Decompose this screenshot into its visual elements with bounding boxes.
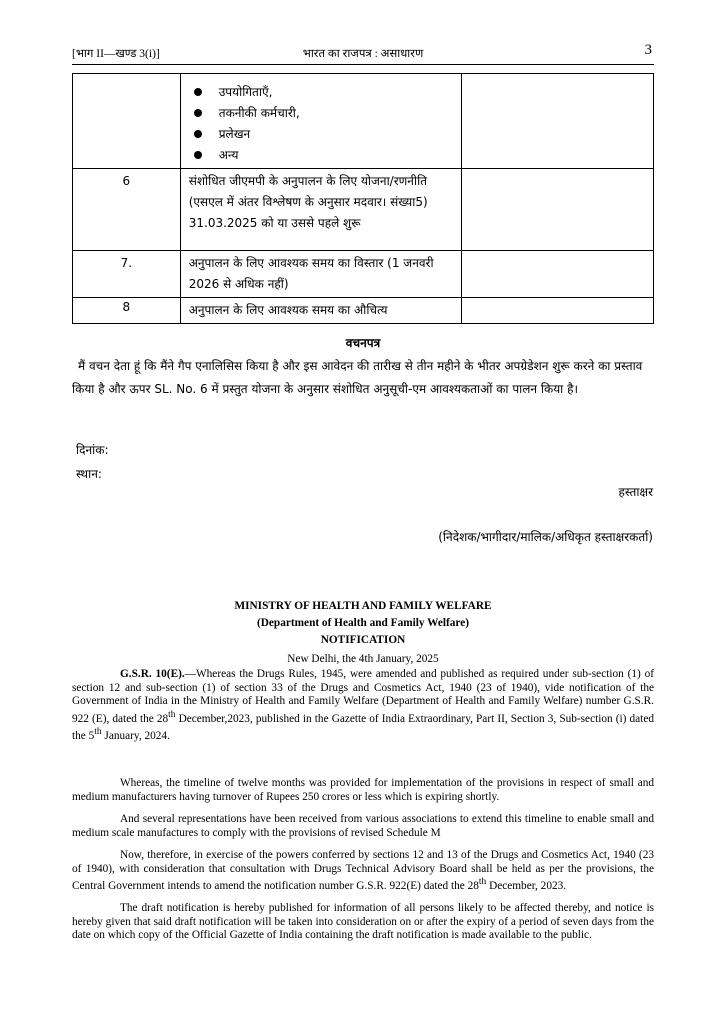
gsr-number: G.S.R. 10(E). [120,668,185,680]
sl-number: 8 [122,300,131,314]
sl-cell [73,298,181,324]
notification-date: New Delhi, the 4th January, 2025 [287,653,439,665]
page-header [72,42,654,65]
paragraph: Whereas, the timeline of twelve months was provided for implementation of the provisions in respect of small and medium manufacturers having turnover of Rupees 250 crores or less which is expiring shortly. [72,777,654,803]
header-part-section: [भाग II—खण्ड 3(i)] [72,48,160,60]
paragraph-text: January, 2024. [101,729,170,742]
department-name: (Department of Health and Family Welfare) [257,617,469,629]
table-row [73,169,654,251]
list-item: प्रलेखन [189,124,455,145]
desc-cell: अनुपालन के लिए आवश्यक समय का औचित्य [180,298,461,324]
undertaking-section [72,334,654,401]
place-label: स्थान: [76,467,102,481]
date-place-block [76,438,109,486]
value-cell [461,251,653,298]
paragraph-text: December,2023, published in the Gazette of India Extraordinary, Part II, Section 3, Sub-section (i) dated the 5 [72,712,654,742]
list-item: अन्य [189,145,455,166]
undertaking-body: मैं वचन देता हूं कि मैंने गैप एनालिसिस किया है और इस आवेदन की तारीख से तीन महीने के भीतर अपग्रेडेशन शुरू करने का प्रस्ताव किया है और ऊपर SL. No. 6 में प्रस्तुत योजना के अनुसार संशोधित अनुसूची-एम आवश्यकताओं का पालन किया है। [72,359,643,396]
page-number: 3 [644,42,652,58]
notification-heading: NOTIFICATION [320,634,406,646]
notification-section [72,598,654,952]
superscript: th [94,726,102,737]
table-row [73,298,654,324]
sl-cell [73,169,181,251]
ministry-name: MINISTRY OF HEALTH AND FAMILY WELFARE [234,600,492,612]
desc-cell [180,74,461,169]
value-cell [461,74,653,169]
table-row [73,251,654,298]
signatory-designation: (निदेशक/भागीदार/मालिक/अधिकृत हस्ताक्षरकर्ता) [438,530,653,544]
paragraph-text: —Whereas the Drugs Rules, 1945, were amended and published as required under sub-section (1) of section 12 and sub-section (1) of section 33 of the Drugs and Cosmetics Act, 1940 (23 of 1940), vide notification of the Government of India in the Ministry of Health and Family Welfare (Department of Health and Family Welfare) number G.S.R. 922 (E), dated the 28 [72,668,654,725]
sl-number: 7. [120,256,133,270]
list-item: तकनीकी कर्मचारी, [189,103,455,124]
value-cell [461,298,653,324]
paragraph: The draft notification is hereby published for information of all persons likely to be affected thereby, and notice is hereby given that said draft notification will be taken into consideration on or after the expiry of a period of seven days from the date on which copy of the Official Gazette of India containing the draft notification is made available to the public. [72,902,654,942]
signature-label: हस्ताक्षर [618,485,653,499]
sl-number: 6 [122,174,131,188]
value-cell [461,169,653,251]
paragraph: And several representations have been received from various associations to extend this timeline to enable small and medium scale manufactures to comply with the provisions of revised Schedule M [72,813,654,839]
header-gazette-title: भारत का राजपत्र : असाधारण [302,48,424,60]
paragraph [72,668,654,743]
sl-cell [73,74,181,169]
superscript: th [478,877,487,888]
table-row [73,74,654,169]
desc-cell: अनुपालन के लिए आवश्यक समय का विस्तार (1 जनवरी 2026 से अधिक नहीं) [180,251,461,298]
superscript: th [168,709,176,720]
compliance-form-table [72,73,654,324]
paragraph [72,849,654,893]
bullet-list [189,76,455,166]
sl-cell [73,251,181,298]
desc-cell: संशोधित जीएमपी के अनुपालन के लिए योजना/रणनीति (एसएल में अंतर विश्लेषण के अनुसार मदवार। संख्या5) 31.03.2025 को या उससे पहले शुरू [180,169,461,251]
paragraph-text: December, 2023. [486,879,567,892]
undertaking-title: वचनपत्र [345,336,381,350]
list-item: उपयोगिताएँ, [189,82,455,103]
date-label: दिनांक: [76,443,109,457]
paragraph-text: Now, therefore, in exercise of the powers conferred by sections 12 and 13 of the Drugs and Cosmetics Act, 1940 (23 of 1940), with consideration that consultation with Drugs Technical Advisory Board shall be held as per the provisions, the Central Government intends to amend the notification number G.S.R. 922(E) dated the 28 [72,849,654,892]
